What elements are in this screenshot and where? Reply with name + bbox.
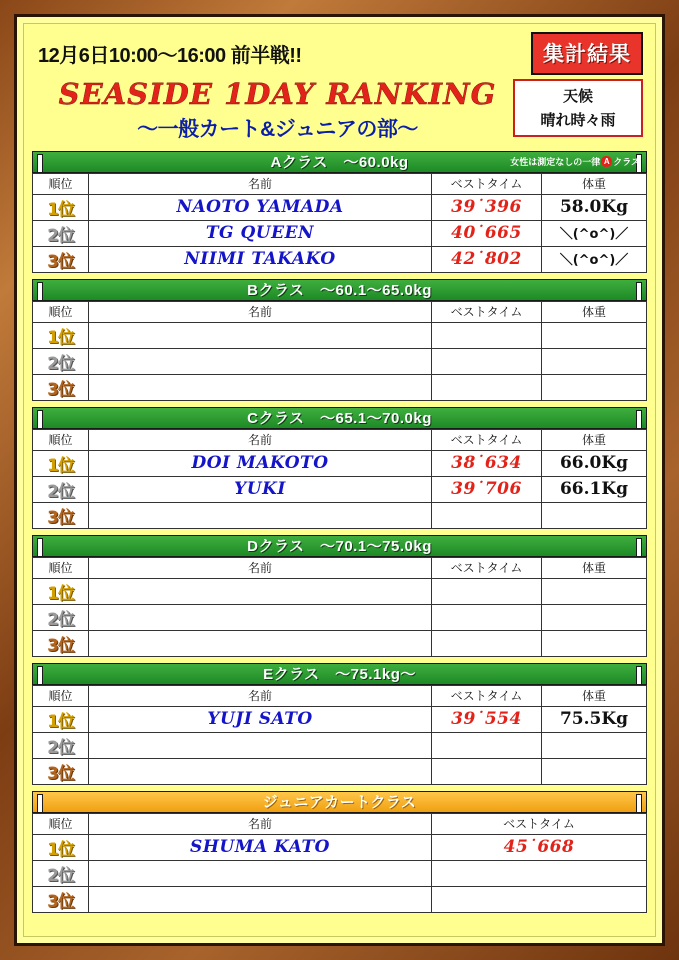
driver-name-cell	[89, 348, 432, 374]
rank-position-label: 2位	[47, 481, 74, 502]
weight-cell	[542, 502, 647, 528]
event-date-line: 12月6日10:00〜16:00 前半戦!!	[38, 45, 302, 67]
rank-position-label: 3位	[47, 635, 74, 656]
class-header-bar	[32, 151, 647, 173]
driver-name: NIIMI TAKAKO	[184, 249, 336, 270]
page-title: SEASIDE 1DAY RANKING	[58, 77, 497, 111]
best-time-cell	[432, 758, 542, 784]
best-time-value: 39˙554	[451, 709, 522, 730]
rank-position-cell	[33, 246, 89, 272]
table-header-row	[33, 557, 647, 578]
class-title: Dクラス 〜70.1〜75.0kg	[247, 538, 432, 556]
weight-column-header: 体重	[542, 301, 647, 322]
rank-position-cell	[33, 322, 89, 348]
driver-name: TG QUEEN	[205, 223, 315, 244]
driver-name: YUKI	[234, 479, 286, 500]
rank-position-label: 3位	[47, 763, 74, 784]
bar-tick-right-icon	[636, 666, 642, 685]
name-column-header: 名前	[89, 173, 432, 194]
name-column-header: 名前	[89, 685, 432, 706]
weight-value: ＼(^o^)／	[559, 227, 629, 243]
class-sections	[32, 151, 647, 913]
best-time-cell	[432, 476, 542, 502]
table-row	[33, 220, 647, 246]
class-section	[32, 535, 647, 657]
ranking-table	[32, 173, 647, 273]
weight-value: 75.5Kg	[559, 709, 629, 730]
driver-name: YUJI SATO	[207, 709, 313, 730]
rank-position-cell	[33, 220, 89, 246]
class-section	[32, 663, 647, 785]
rank-position-label: 2位	[47, 353, 74, 374]
bar-tick-right-icon	[636, 538, 642, 557]
weight-cell	[542, 220, 647, 246]
bar-tick-left-icon	[37, 666, 43, 685]
rank-position-label: 2位	[47, 225, 74, 246]
table-header-row	[33, 173, 647, 194]
best-time-cell	[432, 194, 542, 220]
table-header-row	[33, 685, 647, 706]
table-row	[33, 706, 647, 732]
weight-cell	[542, 476, 647, 502]
ranking-table	[32, 685, 647, 785]
driver-name-cell	[89, 194, 432, 220]
time-column-header: ベストタイム	[432, 173, 542, 194]
best-time-cell	[432, 732, 542, 758]
table-row	[33, 194, 647, 220]
bar-tick-right-icon	[636, 282, 642, 301]
table-header-row	[33, 429, 647, 450]
class-title: ジュニアカートクラス	[262, 794, 417, 812]
best-time-cell	[432, 706, 542, 732]
class-header-bar	[32, 663, 647, 685]
status-badge: 集計結果	[531, 32, 643, 75]
driver-name-cell	[89, 502, 432, 528]
best-time-value: 39˙396	[451, 197, 522, 218]
rank-position-label: 3位	[47, 379, 74, 400]
best-time-cell	[432, 322, 542, 348]
rank-column-header: 順位	[33, 685, 89, 706]
rank-position-label: 3位	[47, 507, 74, 528]
name-column-header: 名前	[89, 813, 432, 834]
weight-value: 66.1Kg	[559, 479, 629, 500]
rank-column-header: 順位	[33, 301, 89, 322]
ranking-table	[32, 813, 647, 913]
class-title: Aクラス 〜60.0kg	[270, 154, 409, 172]
weight-column-header: 体重	[542, 429, 647, 450]
table-row	[33, 502, 647, 528]
bar-tick-left-icon	[37, 410, 43, 429]
driver-name-cell	[89, 322, 432, 348]
rank-position-cell	[33, 476, 89, 502]
best-time-cell	[432, 502, 542, 528]
name-column-header: 名前	[89, 429, 432, 450]
weight-value: ＼(^o^)／	[559, 253, 629, 269]
rank-position-cell	[33, 374, 89, 400]
weather-box	[513, 79, 643, 137]
driver-name-cell	[89, 604, 432, 630]
time-column-header: ベストタイム	[432, 685, 542, 706]
weather-label: 天候	[562, 88, 593, 105]
table-row	[33, 348, 647, 374]
class-header-bar	[32, 407, 647, 429]
driver-name-cell	[89, 476, 432, 502]
poster-inner-border	[14, 14, 665, 946]
class-header-bar	[32, 535, 647, 557]
rank-position-cell	[33, 860, 89, 886]
driver-name-cell	[89, 374, 432, 400]
class-title: Cクラス 〜65.1〜70.0kg	[247, 410, 432, 428]
table-row	[33, 886, 647, 912]
bar-tick-left-icon	[37, 794, 43, 813]
rank-position-label: 1位	[47, 455, 74, 476]
weight-cell	[542, 706, 647, 732]
table-row	[33, 476, 647, 502]
name-column-header: 名前	[89, 557, 432, 578]
driver-name-cell	[89, 886, 432, 912]
driver-name: DOI MAKOTO	[191, 453, 329, 474]
class-section	[32, 407, 647, 529]
best-time-value: 42˙802	[451, 249, 522, 270]
rank-column-header: 順位	[33, 813, 89, 834]
weight-cell	[542, 732, 647, 758]
weight-cell	[542, 374, 647, 400]
weight-cell	[542, 604, 647, 630]
rank-position-cell	[33, 578, 89, 604]
driver-name-cell	[89, 630, 432, 656]
table-row	[33, 758, 647, 784]
time-column-header: ベストタイム	[432, 557, 542, 578]
driver-name: SHUMA KATO	[190, 837, 330, 858]
table-row	[33, 860, 647, 886]
time-column-header: ベストタイム	[432, 301, 542, 322]
table-row	[33, 834, 647, 860]
rank-position-cell	[33, 732, 89, 758]
rank-position-label: 2位	[47, 609, 74, 630]
header-top-row	[32, 32, 647, 75]
header-title-row	[32, 79, 647, 143]
rank-position-cell	[33, 630, 89, 656]
weight-cell	[542, 450, 647, 476]
table-header-row	[33, 813, 647, 834]
class-header-bar	[32, 791, 647, 813]
rank-column-header: 順位	[33, 429, 89, 450]
driver-name-cell	[89, 246, 432, 272]
driver-name-cell	[89, 578, 432, 604]
rank-position-label: 3位	[47, 251, 74, 272]
ranking-table	[32, 301, 647, 401]
best-time-cell	[432, 374, 542, 400]
weight-cell	[542, 758, 647, 784]
best-time-value: 40˙665	[451, 223, 522, 244]
rank-position-label: 3位	[47, 891, 74, 912]
weight-cell	[542, 194, 647, 220]
driver-name-cell	[89, 220, 432, 246]
rank-position-cell	[33, 604, 89, 630]
best-time-cell	[432, 860, 647, 886]
driver-name-cell	[89, 860, 432, 886]
rank-position-label: 1位	[47, 711, 74, 732]
weight-value: 58.0Kg	[559, 197, 629, 218]
table-header-row	[33, 301, 647, 322]
ranking-table	[32, 429, 647, 529]
best-time-cell	[432, 604, 542, 630]
best-time-cell	[432, 348, 542, 374]
poster-board	[23, 23, 656, 937]
table-row	[33, 630, 647, 656]
table-row	[33, 322, 647, 348]
rank-position-cell	[33, 502, 89, 528]
rank-column-header: 順位	[33, 557, 89, 578]
rank-column-header: 順位	[33, 173, 89, 194]
bar-tick-left-icon	[37, 282, 43, 301]
rank-position-cell	[33, 348, 89, 374]
best-time-cell	[432, 246, 542, 272]
rank-position-label: 2位	[47, 737, 74, 758]
table-row	[33, 732, 647, 758]
ranking-table	[32, 557, 647, 657]
class-title: Eクラス 〜75.1kg〜	[263, 666, 416, 684]
class-title: Bクラス 〜60.1〜65.0kg	[247, 282, 432, 300]
driver-name: NAOTO YAMADA	[176, 197, 344, 218]
rank-position-cell	[33, 194, 89, 220]
rank-position-label: 1位	[47, 327, 74, 348]
driver-name-cell	[89, 834, 432, 860]
rank-position-label: 2位	[47, 865, 74, 886]
best-time-cell	[432, 450, 542, 476]
weight-cell	[542, 578, 647, 604]
weight-cell	[542, 322, 647, 348]
best-time-cell	[432, 578, 542, 604]
title-block	[32, 79, 513, 143]
weather-value: 晴れ時々雨	[540, 112, 616, 129]
class-section	[32, 791, 647, 913]
weight-cell	[542, 246, 647, 272]
table-row	[33, 578, 647, 604]
class-note: 女性は測定なしの一律 A クラス	[510, 156, 640, 167]
weight-value: 66.0Kg	[559, 453, 629, 474]
weight-column-header: 体重	[542, 685, 647, 706]
class-header-bar	[32, 279, 647, 301]
best-time-cell	[432, 630, 542, 656]
rank-position-cell	[33, 834, 89, 860]
rank-position-label: 1位	[47, 583, 74, 604]
best-time-cell	[432, 886, 647, 912]
best-time-value: 38˙634	[451, 453, 522, 474]
best-time-value: 45˙668	[503, 837, 575, 858]
rank-position-cell	[33, 450, 89, 476]
driver-name-cell	[89, 732, 432, 758]
rank-position-label: 1位	[47, 839, 74, 860]
table-row	[33, 374, 647, 400]
class-section	[32, 151, 647, 273]
weight-column-header: 体重	[542, 173, 647, 194]
table-row	[33, 604, 647, 630]
rank-position-cell	[33, 706, 89, 732]
weight-cell	[542, 348, 647, 374]
driver-name-cell	[89, 758, 432, 784]
best-time-cell	[432, 220, 542, 246]
bar-tick-left-icon	[37, 154, 43, 173]
rank-position-cell	[33, 758, 89, 784]
bar-tick-right-icon	[636, 410, 642, 429]
weight-column-header: 体重	[542, 557, 647, 578]
best-time-value: 39˙706	[451, 479, 522, 500]
rank-position-label: 1位	[47, 199, 74, 220]
page-subtitle: 〜一般カート&ジュニアの部〜	[137, 117, 418, 141]
driver-name-cell	[89, 450, 432, 476]
table-row	[33, 246, 647, 272]
table-row	[33, 450, 647, 476]
bar-tick-left-icon	[37, 538, 43, 557]
driver-name-cell	[89, 706, 432, 732]
time-column-header: ベストタイム	[432, 429, 542, 450]
time-column-header: ベストタイム	[432, 813, 647, 834]
rank-position-cell	[33, 886, 89, 912]
name-column-header: 名前	[89, 301, 432, 322]
class-section	[32, 279, 647, 401]
bar-tick-right-icon	[636, 794, 642, 813]
best-time-cell	[432, 834, 647, 860]
weight-cell	[542, 630, 647, 656]
